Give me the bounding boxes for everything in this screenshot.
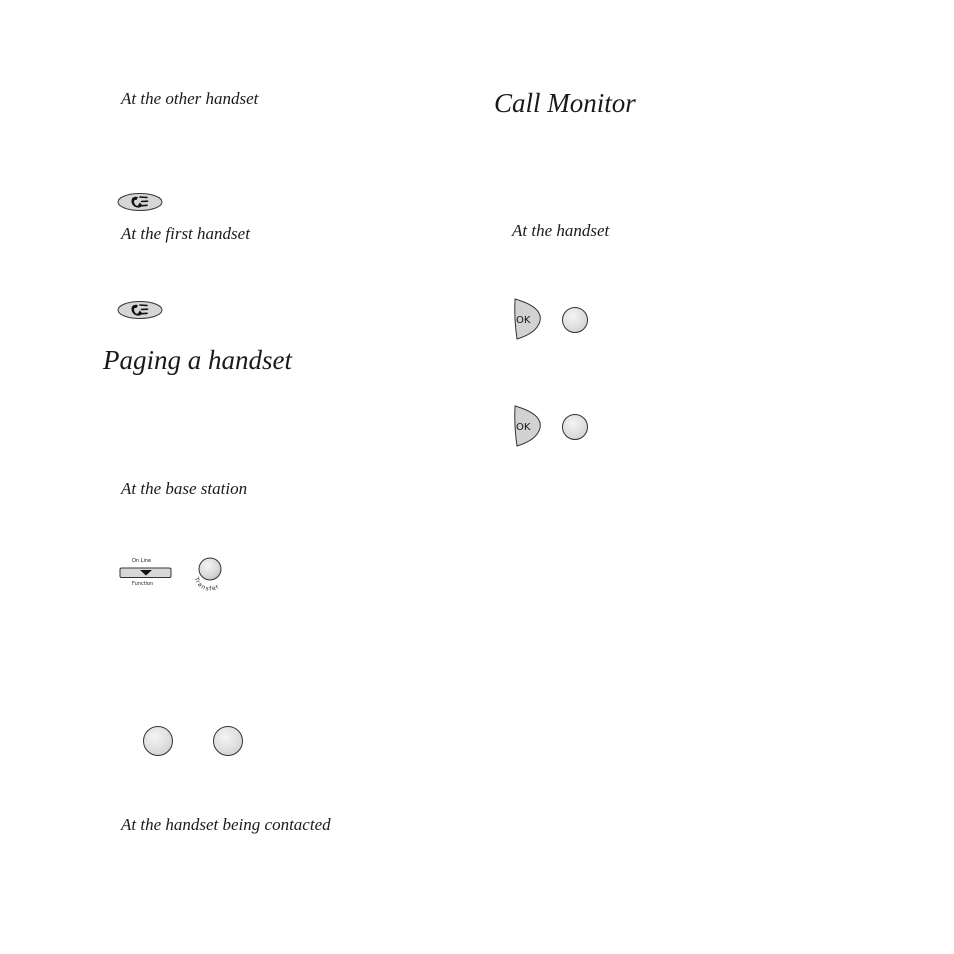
heading-call-monitor: Call Monitor [494,88,636,118]
round-button-icon [562,307,588,333]
online-function-key [118,558,174,590]
round-button-icon [143,726,173,756]
ok-label: OK [516,422,531,433]
phone-handset-icon [116,192,164,212]
online-function-key-icon [119,567,173,580]
round-button-icon [562,414,588,440]
heading-paging-a-handset: Paging a handset [103,345,292,375]
transfer-label: Transfer [192,576,222,593]
sub-heading-at-the-handset: At the handset [512,221,610,240]
phone-handset-icon [116,300,164,320]
sub-heading-base-station: At the base station [121,479,248,498]
transfer-button-icon [188,555,234,593]
sub-heading-other-handset: At the other handset [121,89,259,108]
ok-label: OK [516,315,531,326]
sub-heading-handset-being-contacted: At the handset being contacted [121,815,331,834]
round-button-icon [213,726,243,756]
function-label: Function [132,581,154,587]
ok-key-icon [513,297,545,341]
on-line-label: On Line [132,558,152,564]
ok-key-icon [513,404,545,448]
sub-heading-first-handset: At the first handset [121,224,250,243]
